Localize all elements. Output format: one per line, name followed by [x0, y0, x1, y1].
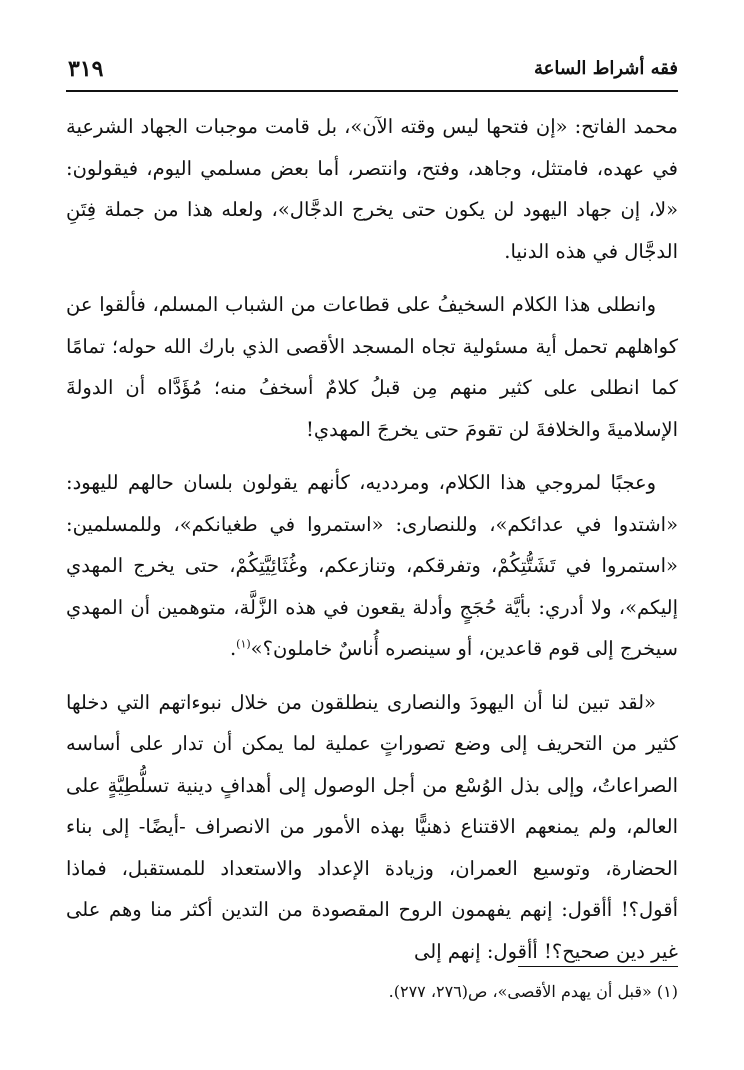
body-text: [66, 106, 678, 984]
paragraph: وانطلى هذا الكلام السخيفُ على قطاعات من الشباب المسلم، فألقوا عن كواهلهم تحمل أية مسئولية تجاه المسجد الأقصى الذي بارك الله حوله؛ تمامًا كما انطلى على كثير منهم مِن قبلُ كلامٌ أسخفُ منه؛ مُؤَدَّاه أن الدولةَ الإسلاميةَ والخلافةَ لن تقومَ حتى يخرجَ المهدي!: [66, 293, 678, 441]
footnote: (١) «قبل أن يهدم الأقصى»، ص(٢٧٦، ٢٧٧).: [388, 982, 678, 1001]
paragraph: محمد الفاتح: «إن فتحها ليس وقته الآن»، بل قامت موجبات الجهاد الشرعية في عهده، فامتثل، وجاهد، وفتح، وانتصر، أما بعض مسلمي اليوم، فيقولون: «لا، إن جهاد اليهود لن يكون حتى يخرج الدجَّال»، ولعله هذا من جملة فِتَنِ الدجَّال في هذه الدنيا.: [66, 115, 678, 263]
page-number: ٣١٩: [68, 56, 104, 82]
page-header: [66, 54, 678, 92]
footnote-marker: (١): [236, 637, 251, 651]
paragraph-text: وعجبًا لمروجي هذا الكلام، ومردديه، كأنهم يقولون بلسان حالهم لليهود: «اشتدوا في عدائكم»، وللنصارى: «استمروا في طغيانكم»، وللمسلمين: «استمروا في تَشَتُّتِكُمْ، وتفرقكم، وتنازعكم، وغُثَائِيَّتِكُمْ، حتى يخرج المهدي إليكم»، ولا أدري: بأيَّة حُجَجٍ وأدلة يقعون في هذه الزَّلَّة، متوهمين أن المهدي سيخرج إلى قوم قاعدين، أو سينصره أُناسٌ خاملون؟»: [66, 471, 678, 660]
paragraph: وعجبًا لمروجي هذا الكلام، ومردديه، كأنهم يقولون بلسان حالهم لليهود: «اشتدوا في عدائكم»، وللنصارى: «استمروا في طغيانكم»، وللمسلمين: «استمروا في تَشَتُّتِكُمْ، وتفرقكم، وتنازعكم، وغُثَائِيَّتِكُمْ، حتى يخرج المهدي إليكم»، ولا أدري: بأيَّة حُجَجٍ وأدلة يقعون في هذه الزَّلَّة، متوهمين أن المهدي سيخرج إلى قوم قاعدين، أو سينصره أُناسٌ خاملون؟»$^{(١)}$.: [66, 471, 678, 660]
running-title: فقه أشراط الساعة: [534, 58, 678, 79]
paragraph: «لقد تبين لنا أن اليهودَ والنصارى ينطلقون من خلال نبوءاتهم التي دخلها كثير من التحريف إلى وضع تصوراتٍ عملية لما يمكن أن تدار على أساسه الصراعاتُ، وإلى بذل الوُسْع من أجل الوصول إلى أهدافٍ دينية تسلُّطِيَّةٍ على العالم، ولم يمنعهم الاقتناع ذهنيًّا بهذه الأمور من الانصراف -أيضًا- إلى بناء الحضارة، وتوسيع العمران، وزيادة الإعداد والاستعداد للمستقبل، فماذا أقول؟! أأقول: إنهم يفهمون الروح المقصودة من التدين أكثر منا وهم على غير دين صحيح؟! أأقول: إنهم إلى: [66, 690, 678, 963]
footnote-divider: [518, 966, 678, 967]
